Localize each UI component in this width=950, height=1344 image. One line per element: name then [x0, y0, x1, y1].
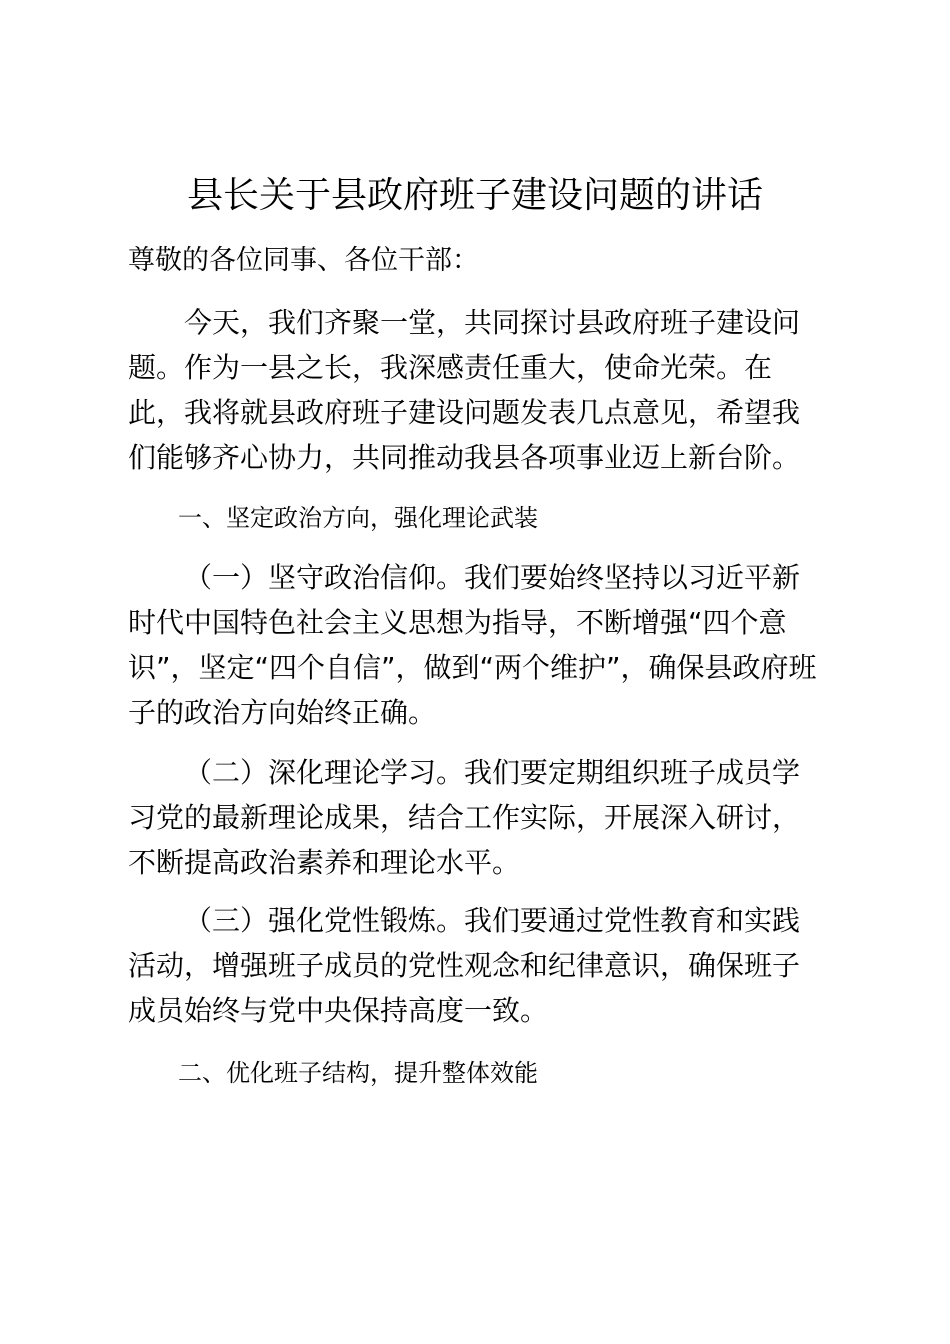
- paragraph-line: 识”，坚定“四个自信”，做到“两个维护”，确保县政府班: [128, 651, 817, 684]
- paragraph-line: 今天，我们齐聚一堂，共同探讨县政府班子建设问: [156, 306, 801, 339]
- section-heading-2: 二、优化班子结构，提升整体效能: [178, 1059, 538, 1087]
- paragraph-line: 子的政治方向始终正确。: [128, 696, 437, 729]
- paragraph-line: 时代中国特色社会主义思想为指导，不断增强“四个意: [128, 606, 787, 639]
- paragraph-line: （三）强化党性锻炼。我们要通过党性教育和实践: [184, 904, 801, 937]
- paragraph-line: 题。作为一县之长，我深感责任重大，使命光荣。在: [128, 351, 773, 384]
- paragraph-line: （二）深化理论学习。我们要定期组织班子成员学: [184, 756, 801, 789]
- section-heading-1: 一、坚定政治方向，强化理论武装: [178, 504, 538, 532]
- subsection-paragraph-3: [128, 898, 828, 1033]
- paragraph-line: 习党的最新理论成果，结合工作实际，开展深入研讨，: [128, 801, 801, 834]
- salutation: 尊敬的各位同事、各位干部：: [128, 245, 479, 276]
- paragraph-line: 不断提高政治素养和理论水平。: [128, 846, 521, 879]
- intro-paragraph: [128, 300, 828, 480]
- paragraph-line: 此，我将就县政府班子建设问题发表几点意见，希望我: [128, 396, 801, 429]
- subsection-paragraph-1: [128, 555, 828, 735]
- paragraph-line: （一）坚守政治信仰。我们要始终坚持以习近平新: [184, 561, 801, 594]
- paragraph-line: 成员始终与党中央保持高度一致。: [128, 994, 549, 1027]
- document-title: 县长关于县政府班子建设问题的讲话: [186, 175, 763, 216]
- subsection-paragraph-2: [128, 750, 828, 885]
- paragraph-line: 活动，增强班子成员的党性观念和纪律意识，确保班子: [128, 949, 801, 982]
- paragraph-line: 们能够齐心协力，共同推动我县各项事业迈上新台阶。: [128, 441, 801, 474]
